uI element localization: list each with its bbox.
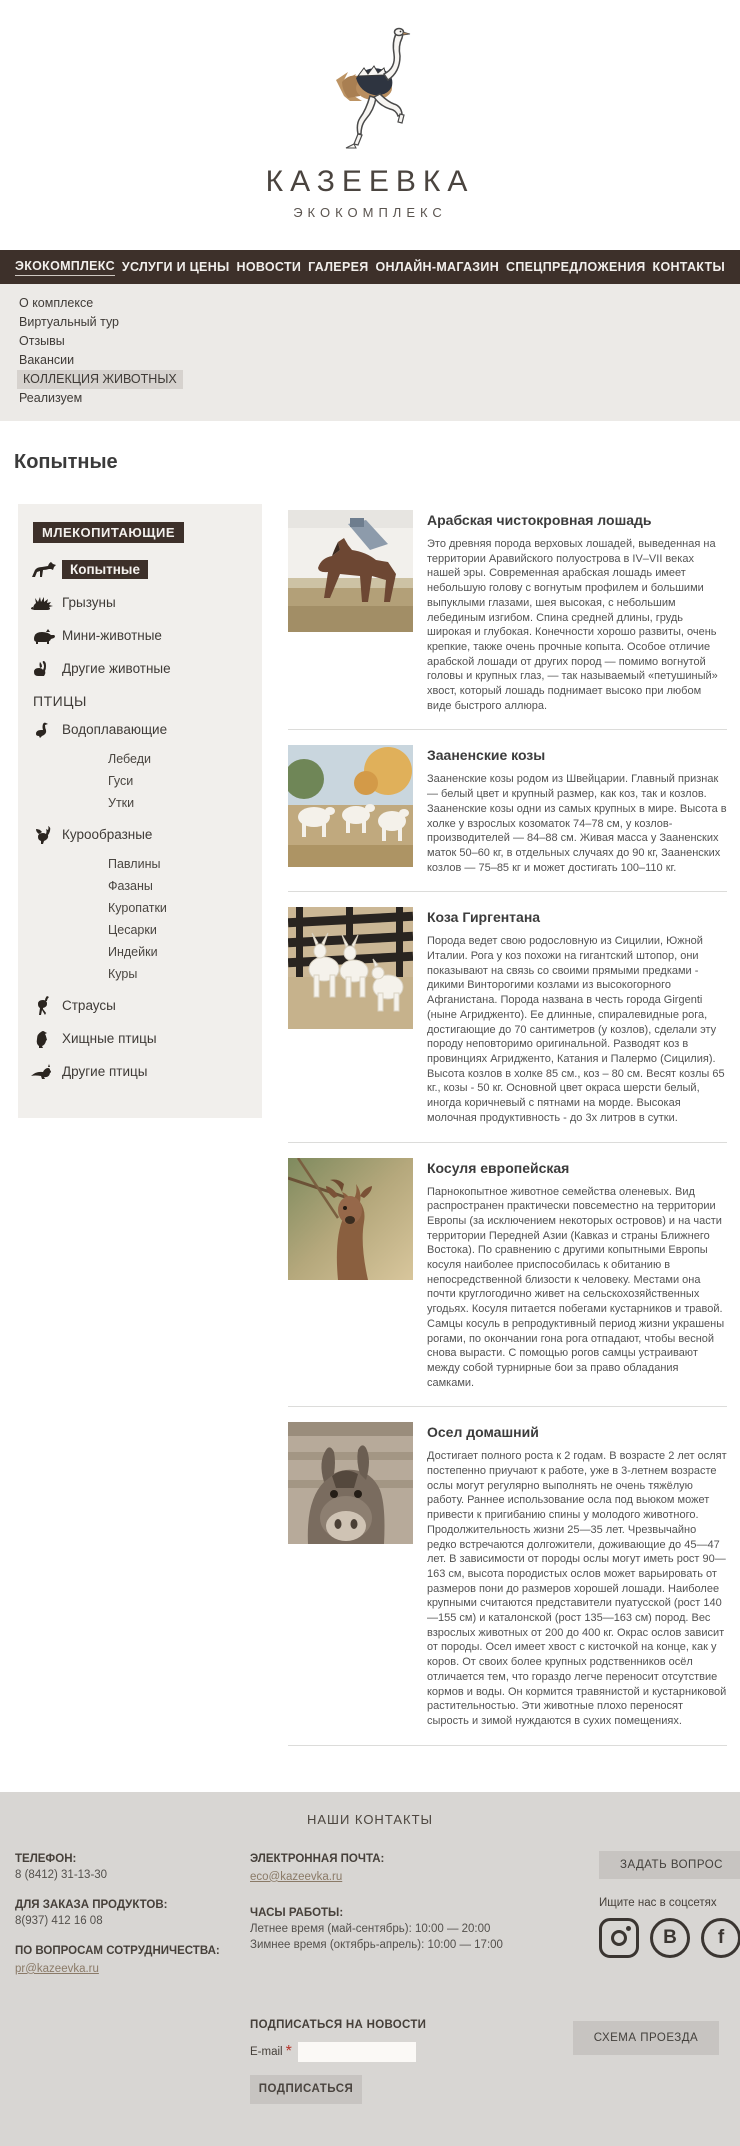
- orders-label: ДЛЯ ЗАКАЗА ПРОДУКТОВ:: [15, 1898, 168, 1911]
- article-text: Зааненские козы родом из Швейцарии. Главный признак — белый цвет и крупный размер, как коз, так и козлов. Зааненские козы одни из самых крупных в мире. Высота в холке у взрослых козоматок 74–78 см, у козлов-производителей — 84–88 см. Живая масса у Зааненских маток 50–60 кг, в отдельных случаях до 90 кг, Зааненских козлов — 75–85 кг и может достигать 100–110 кг.: [427, 773, 727, 874]
- goats-photo: [288, 745, 413, 867]
- orders-phone-value: 8(937) 412 16 08: [15, 1914, 103, 1927]
- sidebar-subitem-guinea-fowl[interactable]: Цесарки: [108, 923, 157, 937]
- girgentana-photo: [288, 907, 413, 1029]
- submenu-item-vacancies[interactable]: Вакансии: [19, 353, 75, 367]
- ostrich-icon: [28, 995, 58, 1017]
- content-layout: [18, 504, 727, 1746]
- article-body: [427, 907, 727, 1125]
- sidebar-subitem-geese[interactable]: Гуси: [108, 774, 134, 788]
- nav-item-shop[interactable]: ОНЛАЙН-МАГАЗИН: [375, 260, 500, 274]
- nav-item-gallery[interactable]: ГАЛЕРЕЯ: [308, 260, 369, 274]
- rooster-icon: [28, 825, 58, 845]
- sidebar-item-other-animals[interactable]: [18, 652, 262, 685]
- sidebar-item-label: Другие птицы: [62, 1064, 148, 1079]
- waterfowl-sublist: [108, 748, 262, 814]
- hours-winter: Зимнее время (октябрь-апрель): 10:00 — 17:00: [250, 1938, 503, 1951]
- email-link[interactable]: eco@kazeevka.ru: [250, 1870, 343, 1883]
- roe-deer-photo: [288, 1158, 413, 1280]
- sidebar-item-waterfowl[interactable]: [18, 713, 262, 746]
- article-text: Парнокопытное животное семейства оленевых. Вид распространен практически повсеместно на территории Европы (за исключением некоторых островов) и на части территории Передней Азии (Кавказ и страны Ближнего Востока). По сравнению с другими копытными Европы косуля наиболее приспособилась к обитанию в непосредственной близости к человеку. Местами она почти круглогодично живет на сельскохозяйственных угодьях. Косуля питается побегами кустарников и травой. Самцы косуль в репродуктивный период жизни украшены рогами, по окончании гона рога отпадают, чтобы весной снова вырасти. С помощью рогов самцы устраивают между собой турнирные бои за право обладания самками.: [427, 1185, 725, 1389]
- sidebar-subitem-swans[interactable]: Лебеди: [108, 752, 151, 766]
- social-icons: [599, 1918, 740, 1958]
- sidebar-item-label: Водоплавающие: [62, 722, 168, 737]
- instagram-icon[interactable]: [599, 1918, 639, 1958]
- footer-column-email-hours: [250, 1851, 575, 1991]
- footer-column-social: [575, 1851, 740, 1991]
- article-text: Достигает полного роста к 2 годам. В возрасте 2 лет ослят постепенно приучают к работе, уже в 3-летнем возрасте ослы могут регулярно выполнять не очень тяжёлую работу. Раннее использование осла под вьюком может привести к пригибанию спины у молодого животного. Продолжительность жизни 25—35 лет. Чрезвычайно редко встречаются долгожители, доживающие до 45—47 лет. В зависимости от породы ослы могут иметь рост 90—163 см, высота породистых ослов может варьировать от размеров пони до размеров хорошей лошади. Наиболее крупными считаются представители пуатусской (рост 140—155 см) и каталонской (рост 135—163 см) пород. Вес взрослых животных от 200 до 400 кг. Окрас ослов зависит от породы. Осел имеет хвост с кисточкой на конце, как у коров. От своих более крупных родственников осёл отличается тем, что гораздо легче переносит отсутствие кормов и воды. Он кормится травянистой и кустарниковой растительностью. Эти животные плохо переносят сырость и зимой нуждаются в сухих помещениях.: [427, 1450, 727, 1727]
- article-arabian-horse: [288, 504, 727, 730]
- sidebar-subitem-chickens[interactable]: Куры: [108, 967, 138, 981]
- sidebar-item-label: Другие животные: [62, 661, 171, 676]
- article-text: Это древняя порода верховых лошадей, выведенная на территории Аравийского полуострова в IV–VII веках нашей эры. Современная арабская лошадь имеет небольшую голову с вогнутым профилем и большими выпуклыми глазами, шея высокая, с небольшим лебединым изгибом. Спина средней длины, грудь широкая и глубокая. Конечности хорошо развиты, очень крепкие, также очень прочные копыта. Особое отличие арабской лошади от других пород — помимо вогнутой головы и крупных глаз, — так называемый «петушиный» хвост, который лошадь поднимает высоко при любом виде быстрого аллюра.: [427, 538, 718, 712]
- sidebar-item-label: Хищные птицы: [62, 1031, 157, 1046]
- donkey-photo: [288, 1422, 413, 1544]
- hours-summer: Летнее время (май-сентябрь): 10:00 — 20:00: [250, 1922, 491, 1935]
- sidebar-item-galliformes[interactable]: [18, 818, 262, 851]
- article-text: Порода ведет свою родословную из Сицилии, Южной Италии. Рога у коз похожи на гигантский штопор, они показывают на связь со своими прямыми предками - дикими Винторогими козлами из высокогорного Афганистана. Порода названа в честь города Girgenti (ныне Агридженто). Ее длинные, спиралевидные рога, достигающие до 70 сантиметров (у козлов), сделали эту породу неповторимо оригинальной. Разводят коз в провинциях Агридженто, Катания и Палермо (Сицилия). Высота козлов в холке 85 см., коз – 80 см. Весят козлы 65 кг., козы - 50 кг. Основной цвет окраса шерсти белый, иногда коричневый с пятнами на морде. Высокая молочная продуктивность - до 3х литров в сутки.: [427, 935, 725, 1124]
- required-asterisk: *: [285, 2042, 292, 2060]
- horse-icon: [28, 561, 58, 579]
- sidebar-subitem-ducks[interactable]: Утки: [108, 796, 135, 810]
- submenu-item-animal-collection[interactable]: КОЛЛЕКЦИЯ ЖИВОТНЫХ: [17, 370, 183, 389]
- footer-column-phones: [15, 1851, 250, 1991]
- footer-bottom: [15, 2019, 725, 2104]
- nav-item-offers[interactable]: СПЕЦПРЕДЛОЖЕНИЯ: [506, 260, 646, 274]
- phone-label: ТЕЛЕФОН:: [15, 1852, 77, 1865]
- article-body: [427, 745, 727, 875]
- nav-item-news[interactable]: НОВОСТИ: [236, 260, 302, 274]
- article-roe-deer: [288, 1143, 727, 1408]
- sidebar-item-label: Грызуны: [62, 595, 116, 610]
- sidebar-subitem-partridges[interactable]: Куропатки: [108, 901, 167, 915]
- article-body: [427, 510, 727, 713]
- article-title: Косуля европейская: [427, 1159, 570, 1176]
- article-title: Зааненские козы: [427, 747, 546, 764]
- site-logo-subtitle: ЭКОКОМПЛЕКС: [293, 205, 447, 220]
- sidebar-item-rodents[interactable]: [18, 586, 262, 619]
- site-header: [0, 0, 740, 250]
- subscribe-block: [250, 2019, 573, 2104]
- eagle-icon: [28, 1029, 58, 1049]
- route-map-button[interactable]: СХЕМА ПРОЕЗДА: [573, 2021, 719, 2055]
- main-nav: [0, 250, 740, 284]
- email-field-label: E-mail: [250, 2045, 283, 2058]
- articles-list: [288, 504, 727, 1746]
- sidebar-item-mini-animals[interactable]: [18, 619, 262, 652]
- cooperation-label: ПО ВОПРОСАМ СОТРУДНИЧЕСТВА:: [15, 1944, 220, 1957]
- subscribe-heading: ПОДПИСАТЬСЯ НА НОВОСТИ: [250, 2018, 427, 2031]
- sidebar-category-mammals: МЛЕКОПИТАЮЩИЕ: [33, 522, 184, 543]
- cooperation-email-link[interactable]: pr@kazeevka.ru: [15, 1962, 99, 1975]
- article-saanen-goats: [288, 730, 727, 892]
- galliformes-sublist: [108, 853, 262, 985]
- rabbit-icon: [28, 660, 58, 678]
- site-logo-title: КАЗЕЕВКА: [265, 165, 475, 198]
- article-body: [427, 1158, 727, 1391]
- article-body: [427, 1422, 727, 1728]
- sidebar-subitem-turkeys[interactable]: Индейки: [108, 945, 158, 959]
- sidebar-item-other-birds[interactable]: [18, 1055, 262, 1088]
- submenu-item-reviews[interactable]: Отзывы: [19, 334, 65, 348]
- phone-value: 8 (8412) 31-13-30: [15, 1868, 108, 1881]
- nav-item-contacts[interactable]: КОНТАКТЫ: [652, 260, 725, 274]
- sidebar-item-label: Копытные: [62, 560, 148, 579]
- submenu: [0, 284, 740, 421]
- sidebar-section-birds: ПТИЦЫ: [33, 693, 87, 709]
- peacock-icon: [28, 1064, 58, 1080]
- footer-columns: [15, 1851, 725, 1991]
- social-label: Ищите нас в соцсетях: [599, 1896, 717, 1909]
- email-label: ЭЛЕКТРОННАЯ ПОЧТА:: [250, 1852, 385, 1865]
- article-title: Коза Гиргентана: [427, 909, 541, 926]
- sidebar-item-label: Страусы: [62, 998, 116, 1013]
- ask-question-button[interactable]: ЗАДАТЬ ВОПРОС: [599, 1851, 740, 1879]
- duck-icon: [28, 721, 58, 739]
- sidebar-item-label: Курообразные: [62, 827, 153, 842]
- submenu-item-realize[interactable]: Реализуем: [19, 391, 83, 405]
- sidebar-item-ostriches[interactable]: [18, 989, 262, 1022]
- horse-photo: [288, 510, 413, 632]
- facebook-icon[interactable]: f: [701, 1918, 740, 1958]
- nav-item-ecocomplex[interactable]: ЭКОКОМПЛЕКС: [15, 259, 115, 276]
- site-footer: [0, 1792, 740, 2146]
- submenu-item-about[interactable]: О комплексе: [19, 296, 94, 310]
- sidebar-subitem-pheasants[interactable]: Фазаны: [108, 879, 153, 893]
- vk-icon[interactable]: В: [650, 1918, 690, 1958]
- sidebar-item-birds-of-prey[interactable]: [18, 1022, 262, 1055]
- submenu-item-virtual-tour[interactable]: Виртуальный тур: [19, 315, 119, 329]
- page-title: Копытные: [14, 451, 118, 473]
- nav-item-services[interactable]: УСЛУГИ И ЦЕНЫ: [121, 260, 230, 274]
- map-block: [573, 2019, 725, 2104]
- subscribe-button[interactable]: ПОДПИСАТЬСЯ: [250, 2075, 362, 2104]
- subscribe-email-input[interactable]: [298, 2042, 416, 2062]
- pig-icon: [28, 627, 58, 645]
- sidebar-item-hoofed[interactable]: [18, 553, 262, 586]
- article-title: Осел домашний: [427, 1424, 539, 1441]
- ostrich-logo-icon: [318, 22, 422, 159]
- porcupine-icon: [28, 594, 58, 612]
- sidebar: [18, 504, 262, 1118]
- footer-heading: НАШИ КОНТАКТЫ: [306, 1811, 434, 1827]
- hours-label: ЧАСЫ РАБОТЫ:: [250, 1906, 344, 1919]
- article-domestic-donkey: [288, 1407, 727, 1745]
- article-title: Арабская чистокровная лошадь: [427, 512, 652, 528]
- sidebar-subitem-peacocks[interactable]: Павлины: [108, 857, 161, 871]
- sidebar-item-label: Мини-животные: [62, 628, 162, 643]
- article-girgentana-goat: [288, 892, 727, 1142]
